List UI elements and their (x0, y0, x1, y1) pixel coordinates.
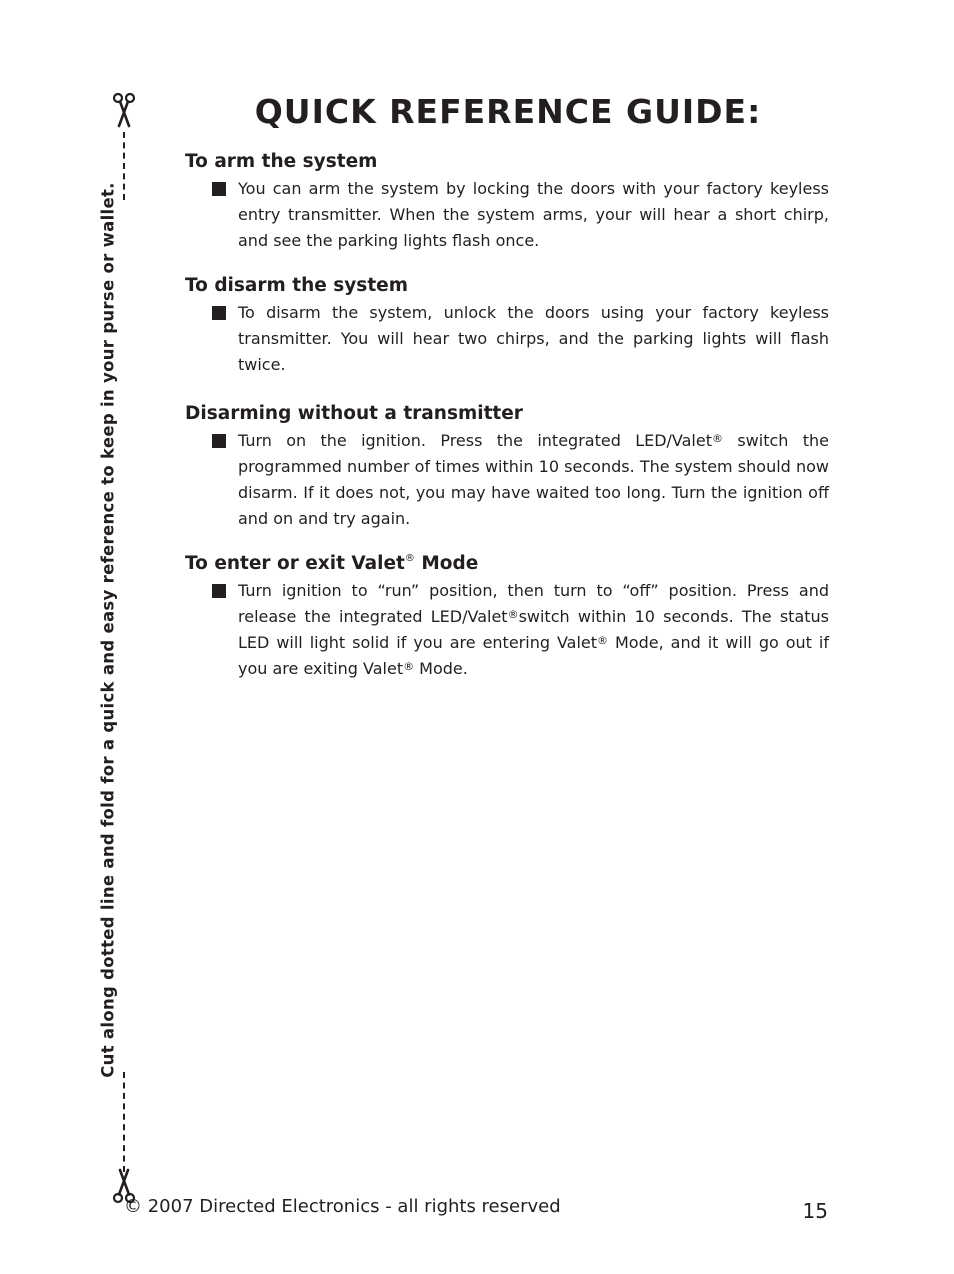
cut-line-bottom (123, 1072, 125, 1172)
page-number: 15 (802, 1199, 828, 1223)
section-heading: To disarm the system (185, 275, 408, 296)
bullet-text: Turn on the ignition. Press the integrated LED/Valet (238, 431, 712, 450)
bullet-text: To disarm the system, unlock the doors using your factory keyless transmitter. You will hear two chirps, and the parking lights will flash twice. (238, 303, 829, 374)
cut-instruction: Cut along dotted line and fold for a quick and easy reference to keep in your purse or wallet. (98, 182, 118, 1078)
bullet-text: switch within 10 seconds. The status LED will light solid if you are entering Valet (238, 607, 829, 652)
bullet-square-icon (212, 182, 226, 196)
heading-text: To enter or exit Valet (185, 553, 405, 574)
section-disarm-no-transmitter (185, 400, 829, 532)
bullet-text: Turn ignition to “run” position, then turn to “off” position. Press and release the integrated LED/Valet (238, 581, 829, 626)
section-disarm (185, 272, 829, 378)
bullet-text: switch the programmed number of times within 10 seconds. The system should now disarm. If it does not, you may have waited too long. Turn the ignition off and on and try again. (238, 431, 829, 528)
bullet-text: You can arm the system by locking the doors with your factory keyless entry transmitter. When the system arms, your will hear a short chirp, and see the parking lights flash once. (238, 179, 829, 250)
bullet-text: Mode, and it will go out if you are exiting Valet (238, 633, 829, 678)
registered-mark: ® (404, 553, 415, 564)
copyright-footer: © 2007 Directed Electronics - all rights reserved (124, 1196, 561, 1217)
section-heading: Disarming without a transmitter (185, 403, 523, 424)
registered-mark: ® (403, 660, 415, 673)
section-heading: To arm the system (185, 151, 378, 172)
bullet-square-icon (212, 306, 226, 320)
section-heading (185, 550, 829, 578)
bullet-item (185, 176, 829, 254)
bullet-square-icon (212, 434, 226, 448)
registered-mark: ® (507, 608, 519, 621)
registered-mark: ® (712, 432, 723, 445)
registered-mark: ® (597, 634, 609, 647)
bullet-item (185, 578, 829, 682)
bullet-item (185, 428, 829, 532)
section-arm (185, 148, 829, 254)
page-title: QUICK REFERENCE GUIDE: (254, 92, 762, 131)
section-valet-mode (185, 550, 829, 682)
bullet-square-icon (212, 584, 226, 598)
bullet-text: Mode. (414, 659, 468, 678)
bullet-item (185, 300, 829, 378)
guide-content (185, 148, 829, 700)
cut-line-top (123, 132, 125, 200)
heading-text: Mode (414, 553, 479, 574)
